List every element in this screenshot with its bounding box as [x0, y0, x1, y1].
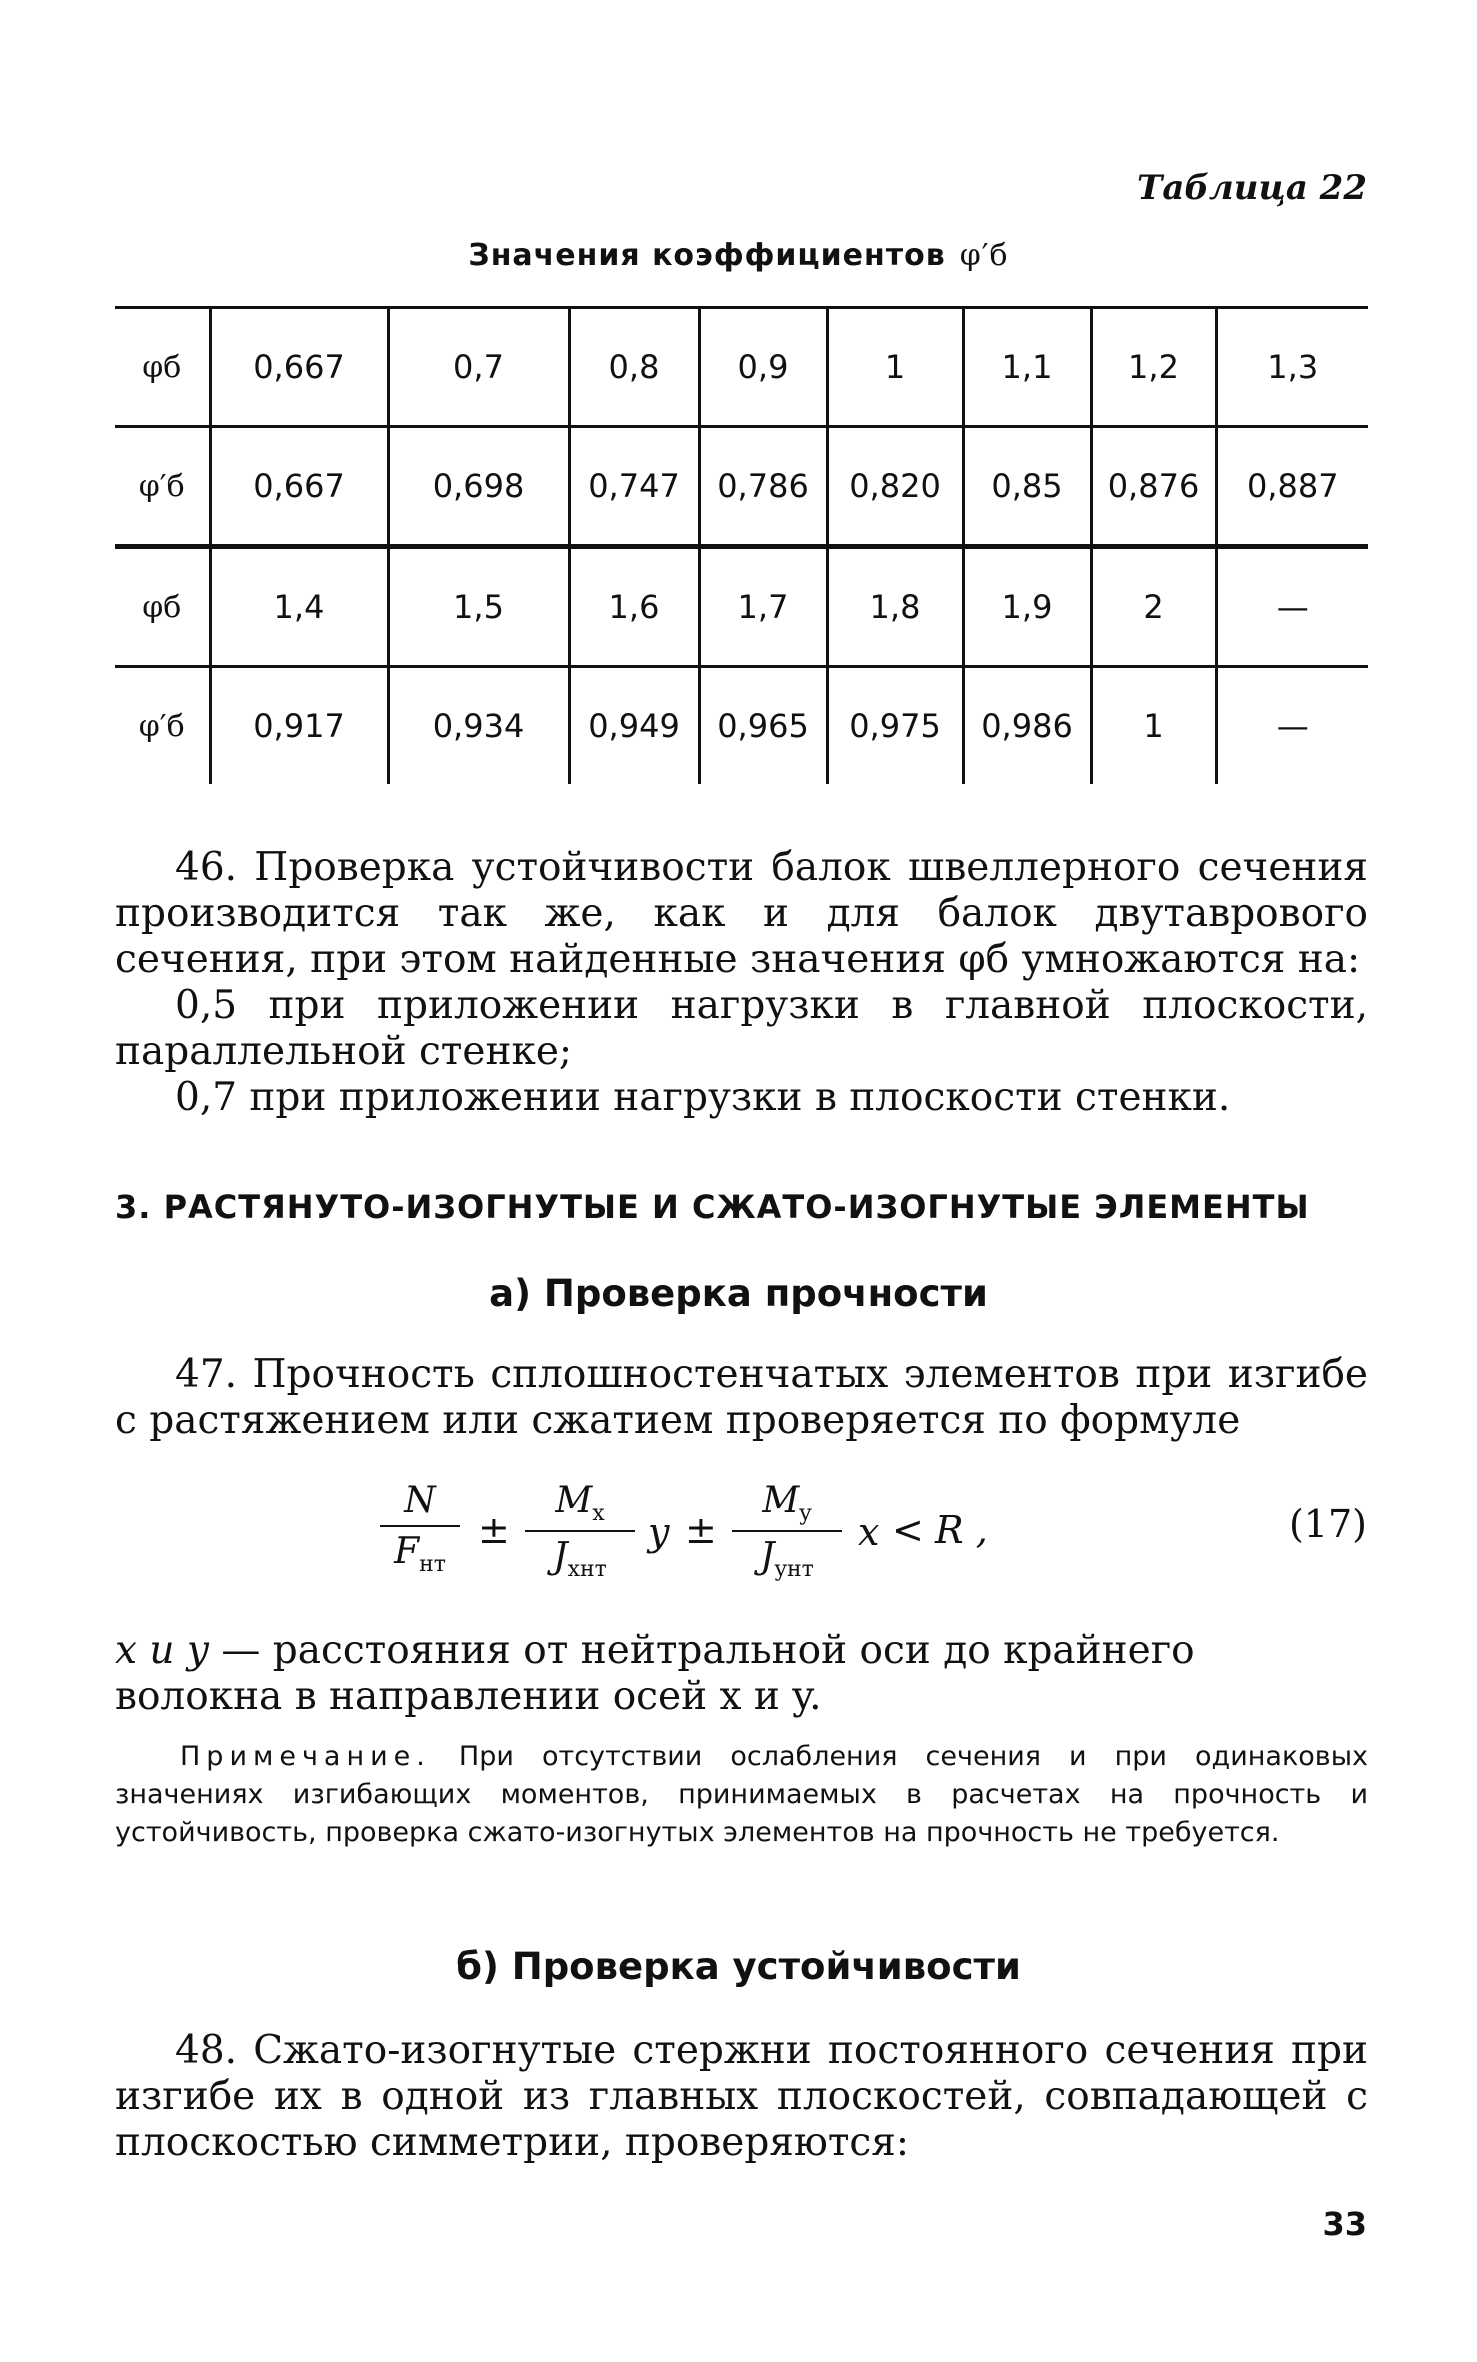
formula-relation: <: [892, 1508, 924, 1552]
table-row: [115, 308, 1368, 427]
formula-17: [380, 1480, 1080, 1600]
formula-variable-x: x: [858, 1510, 880, 1554]
section-heading: 3. РАСТЯНУТО-ИЗОГНУТЫЕ И СЖАТО-ИЗОГНУТЫЕ ЭЛЕМЕНТЫ: [115, 1188, 1310, 1226]
formula-operator: ±: [685, 1508, 717, 1552]
table-caption: [0, 238, 1477, 273]
table-row: [115, 427, 1368, 547]
table-cell: —: [1216, 667, 1368, 785]
variable-definition: [115, 1628, 1368, 1720]
formula-operator: ±: [478, 1508, 510, 1552]
table-cell: —: [1216, 547, 1368, 667]
fraction-n: [380, 1480, 460, 1577]
formula-my-denominator-sub: yнт: [774, 1557, 814, 1583]
table-cell: 0,85: [963, 427, 1091, 547]
table-cell: 0,975: [827, 667, 963, 785]
row-header: φб: [142, 589, 182, 625]
note-text: При отсутствии ослабления сечения и при одинаковых значениях изгибающих моментов, принимаемых в расчетах на прочность и устойчивость, проверка сжато-изогнутых элементов на прочность не требуется.: [115, 1741, 1368, 1848]
fraction-my: [732, 1480, 842, 1582]
paragraph-46: [115, 845, 1368, 1121]
formula-mx-numerator: M: [555, 1480, 593, 1521]
paragraph-48: [115, 2028, 1368, 2166]
table-cell: 0,698: [388, 427, 569, 547]
table-caption-symbol: φ′б: [959, 238, 1009, 273]
row-header: φ′б: [138, 708, 185, 744]
paragraph-47: [115, 1352, 1368, 1444]
formula-n-denominator: F: [394, 1531, 420, 1572]
table-cell: 1,6: [569, 547, 699, 667]
table-cell: 0,949: [569, 667, 699, 785]
table-cell: 0,9: [699, 308, 827, 427]
formula-number: (17): [1288, 1502, 1367, 1546]
table-cell: 0,986: [963, 667, 1091, 785]
paragraph-46-item-2: 0,7 при приложении нагрузки в плоскости стенки.: [175, 1075, 1231, 1120]
definition-term: x и y: [115, 1628, 209, 1673]
page-number: 33: [1322, 2205, 1367, 2243]
fraction-mx: [525, 1480, 635, 1582]
note: [115, 1738, 1368, 1852]
table-cell: 1: [827, 308, 963, 427]
table-cell: 0,887: [1216, 427, 1368, 547]
row-header: φб: [142, 349, 182, 385]
row-header: φ′б: [138, 468, 185, 504]
table-cell: 0,667: [210, 427, 388, 547]
table-cell: 1,1: [963, 308, 1091, 427]
table-cell: 1,8: [827, 547, 963, 667]
paragraph-47-text: 47. Прочность сплошностенчатых элементов при изгибе с растяжением или сжатием проверяется по формуле: [115, 1352, 1368, 1443]
table-cell: 0,965: [699, 667, 827, 785]
formula-variable-y: y: [648, 1510, 670, 1554]
table-cell: 2: [1091, 547, 1216, 667]
formula-rhs: R ,: [935, 1508, 988, 1552]
definition-text: — расстояния от нейтральной оси до крайнего волокна в направлении осей x и y.: [115, 1628, 1195, 1719]
table-cell: 1,4: [210, 547, 388, 667]
subsection-heading-b: б) Проверка устойчивости: [456, 1945, 1021, 1988]
table-cell: 0,786: [699, 427, 827, 547]
table-cell: 1,2: [1091, 308, 1216, 427]
table-cell: 0,917: [210, 667, 388, 785]
formula-mx-denominator: J: [553, 1536, 568, 1578]
table-cell: 0,876: [1091, 427, 1216, 547]
formula-mx-denominator-sub: xнт: [567, 1557, 607, 1583]
table-cell: 0,7: [388, 308, 569, 427]
note-label: Примечание.: [180, 1741, 431, 1772]
formula-my-numerator: M: [762, 1480, 800, 1521]
formula-n-numerator: N: [404, 1480, 436, 1521]
subsection-heading-a: а) Проверка прочности: [489, 1272, 988, 1315]
table-cell: 0,747: [569, 427, 699, 547]
table-cell: 1,3: [1216, 308, 1368, 427]
paragraph-46-text: 46. Проверка устойчивости балок швеллерного сечения производится так же, как и для балок двутаврового сечения, при этом найденные значения φб умножаются на:: [115, 845, 1368, 982]
table-cell: 0,820: [827, 427, 963, 547]
table-cell: 1,9: [963, 547, 1091, 667]
paragraph-48-text: 48. Сжато-изогнутые стержни постоянного сечения при изгибе их в одной из главных плоскостей, совпадающей с плоскостью симметрии, проверяются:: [115, 2028, 1368, 2165]
table-cell: 1: [1091, 667, 1216, 785]
table-cell: 0,934: [388, 667, 569, 785]
table-cell: 1,5: [388, 547, 569, 667]
formula-my-denominator: J: [760, 1536, 775, 1578]
table-label: Таблица 22: [1137, 168, 1367, 208]
formula-n-denominator-sub: нт: [419, 1552, 446, 1578]
table-caption-text: Значения коэффициентов: [468, 238, 946, 273]
table-cell: 1,7: [699, 547, 827, 667]
table-cell: 0,8: [569, 308, 699, 427]
table-cell: 0,667: [210, 308, 388, 427]
formula-my-numerator-sub: y: [799, 1501, 812, 1527]
paragraph-46-item-1: 0,5 при приложении нагрузки в главной плоскости, параллельной стенке;: [115, 983, 1368, 1074]
table-row: [115, 547, 1368, 667]
formula-mx-numerator-sub: x: [592, 1501, 605, 1527]
coefficients-table: [115, 306, 1368, 784]
table-row: [115, 667, 1368, 785]
